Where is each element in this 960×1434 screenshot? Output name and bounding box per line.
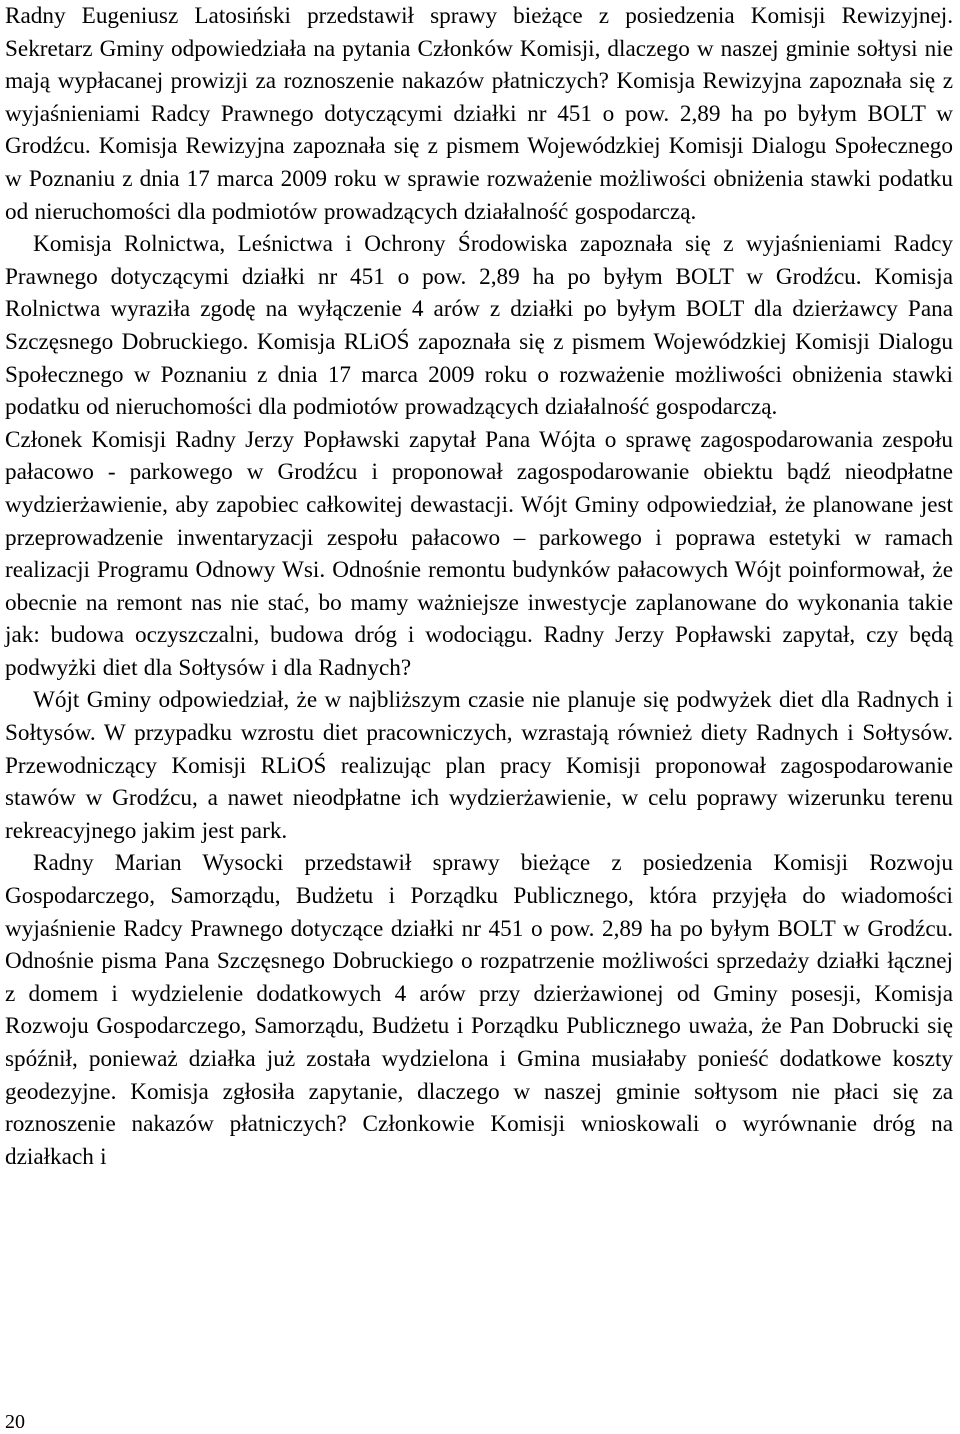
document-page	[5, 0, 953, 1431]
page-number: 20	[5, 1411, 25, 1433]
body-text	[5, 0, 953, 1173]
paragraph-palace-park: Członek Komisji Radny Jerzy Popławski zapytał Pana Wójta o sprawę zagospodarowania zespołu pałacowo - parkowego w Grodźcu i proponował zagospodarowanie obiektu bądź nieodpłatne wydzierżawienie, aby zapobiec całkowitej dewastacji. Wójt Gminy odpowiedział, że planowane jest przeprowadzenie inwentaryzacji zespołu pałacowo – parkowego i poprawa estetyki w ramach realizacji Programu Odnowy Wsi. Odnośnie remontu budynków pałacowych Wójt poinformował, że obecnie na remont nas nie stać, bo mamy ważniejsze inwestycje zaplanowane do wykonania takie jak: budowa oczyszczalni, budowa dróg i wodociągu. Radny Jerzy Popławski zapytał, czy będą podwyżki diet dla Sołtysów i dla Radnych?	[5, 426, 953, 681]
paragraph-agriculture-committee: Komisja Rolnictwa, Leśnictwa i Ochrony Środowiska zapoznała się z wyjaśnieniami Radcy Prawnego dotyczącymi działki nr 451 o pow. 2,89 ha po byłym BOLT w Grodźcu. Komisja Rolnictwa wyraziła zgodę na wyłączenie 4 arów z działki po byłym BOLT dla dzierżawcy Pana Szczęsnego Dobruckiego. Komisja RLiOŚ zapoznała się z pismem Wojewódzkiej Komisji Dialogu Społecznego w Poznaniu z dnia 17 marca 2009 roku o rozważenie możliwości obniżenia stawki podatku od nieruchomości dla podmiotów prowadzących działalność gospodarczą.	[5, 231, 953, 421]
paragraph-economic-committee: Radny Marian Wysocki przedstawił sprawy bieżące z posiedzenia Komisji Rozwoju Gospodarczego, Samorządu, Budżetu i Porządku Publicznego, która przyjęła do wiadomości wyjaśnienie Radcy Prawnego dotyczące działki nr 451 o pow. 2,89 ha po byłym BOLT w Grodźcu. Odnośnie pisma Pana Szczęsnego Dobruckiego o rozpatrzenie możliwości sprzedaży działki łącznej z domem i wydzielenie dodatkowych 4 arów przy dzierżawionej od Gminy posesji, Komisja Rozwoju Gospodarczego, Samorządu, Budżetu i Porządku Publicznego uważa, że Pan Dobrucki się spóźnił, ponieważ działka już została wydzielona i Gmina musiałaby ponieść dodatkowe koszty geodezyjne. Komisja zgłosiła zapytanie, dlaczego w naszej gminie sołtysom nie płaci się za roznoszenie nakazów płatniczych? Członkowie Komisji wnioskowali o wyrównanie dróg na działkach i	[5, 850, 953, 1170]
paragraph-audit-committee: Radny Eugeniusz Latosiński przedstawił sprawy bieżące z posiedzenia Komisji Rewizyjnej. Sekretarz Gminy odpowiedziała na pytania Członków Komisji, dlaczego w naszej gminie sołtysi nie mają wypłacanej prowizji za roznoszenie nakazów płatniczych? Komisja Rewizyjna zapoznała się z wyjaśnieniami Radcy Prawnego dotyczącymi działki nr 451 o pow. 2,89 ha po byłym BOLT w Grodźcu. Komisja Rewizyjna zapoznała się z pismem Wojewódzkiej Komisji Dialogu Społecznego w Poznaniu z dnia 17 marca 2009 roku w sprawie rozważenie możliwości obniżenia stawki podatku od nieruchomości dla podmiotów prowadzących działalność gospodarczą.	[5, 3, 953, 225]
paragraph-diets: Wójt Gminy odpowiedział, że w najbliższym czasie nie planuje się podwyżek diet dla Radnych i Sołtysów. W przypadku wzrostu diet pracowniczych, wzrastają również diety Radnych i Sołtysów. Przewodniczący Komisji RLiOŚ realizując plan pracy Komisji proponował zagospodarowanie stawów w Grodźcu, a nawet nieodpłatne ich wydzierżawienie, w celu poprawy wizerunku terenu rekreacyjnego jakim jest park.	[5, 687, 953, 844]
